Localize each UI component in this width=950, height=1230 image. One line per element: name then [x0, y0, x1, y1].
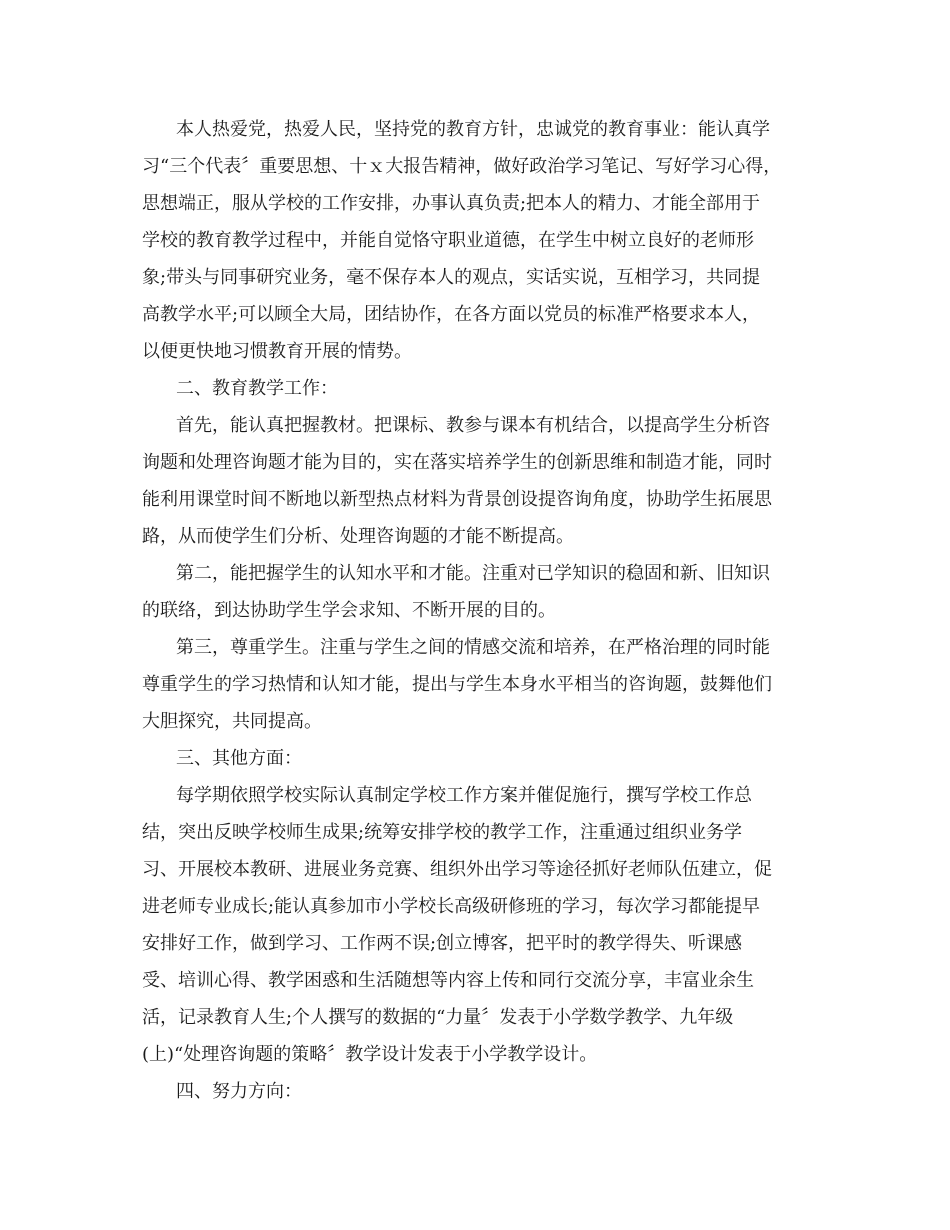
paragraph-line: 路，从而使学生们分析、处理咨询题的才能不断提高。 [142, 526, 574, 547]
paragraph-line: 进老师专业成长;能认真参加市小学校长高级研修班的学习，每次学习都能提早 [142, 896, 761, 917]
paragraph-line: 受、培训心得、教学困惑和生活随想等内容上传和同行交流分享，丰富业余生 [142, 970, 754, 991]
paragraph-line: 能利用课堂时间不断地以新型热点材料为背景创设提咨询角度，协助学生拓展思 [142, 489, 772, 510]
paragraph-line: 第三，尊重学生。注重与学生之间的情感交流和培养，在严格治理的同时能 [176, 637, 770, 658]
paragraph-line: 本人热爱党，热爱人民，坚持党的教育方针，忠诚党的教育事业：能认真学 [176, 119, 770, 140]
paragraph-line: 每学期依照学校实际认真制定学校工作方案并催促施行，撰写学校工作总 [176, 785, 752, 806]
paragraph-line: 思想端正，服从学校的工作安排，办事认真负责;把本人的精力、才能全部用于 [142, 193, 761, 214]
paragraph-line: 安排好工作，做到学习、工作两不误;创立博客，把平时的教学得失、听课感 [142, 933, 743, 954]
section-heading: 三、其他方面： [176, 748, 302, 769]
paragraph-line: 习、开展校本教研、进展业务竞赛、组织外出学习等途径抓好老师队伍建立，促 [142, 859, 772, 880]
paragraph-line: 的联络，到达协助学生学会求知、不断开展的目的。 [142, 600, 556, 621]
section-heading: 四、努力方向： [176, 1081, 302, 1102]
paragraph-line: 尊重学生的学习热情和认知才能，提出与学生本身水平相当的咨询题，鼓舞他们 [142, 674, 772, 695]
paragraph-line: 大胆探究，共同提高。 [142, 711, 322, 732]
paragraph-line: (上)“处理咨询题的策略〞教学设计发表于小学教学设计。 [142, 1044, 598, 1065]
paragraph-line: 询题和处理咨询题才能为目的，实在落实培养学生的创新思维和制造才能，同时 [142, 452, 772, 473]
paragraph-line: 活，记录教育人生;个人撰写的数据的“力量〞发表于小学数学教学、九年级 [142, 1007, 734, 1028]
paragraph-line: 第二，能把握学生的认知水平和才能。注重对已学知识的稳固和新、旧知识 [176, 563, 770, 584]
paragraph-line: 学校的教育教学过程中，并能自觉恪守职业道德，在学生中树立良好的老师形 [142, 230, 754, 251]
section-heading: 二、教育教学工作： [176, 378, 338, 399]
paragraph-line: 习“三个代表〞重要思想、十ｘ大报告精神，做好政治学习笔记、写好学习心得， [142, 156, 782, 177]
paragraph-line: 首先，能认真把握教材。把课标、教参与课本有机结合，以提高学生分析咨 [176, 415, 770, 436]
paragraph-line: 结，突出反映学校师生成果;统筹安排学校的教学工作，注重通过组织业务学 [142, 822, 743, 843]
paragraph-line: 高教学水平;可以顾全大局，团结协作，在各方面以党员的标准严格要求本人， [142, 304, 761, 325]
paragraph-line: 象;带头与同事研究业务，毫不保存本人的观点，实话实说，互相学习，共同提 [142, 267, 761, 288]
paragraph-line: 以便更快地习惯教育开展的情势。 [142, 341, 412, 362]
